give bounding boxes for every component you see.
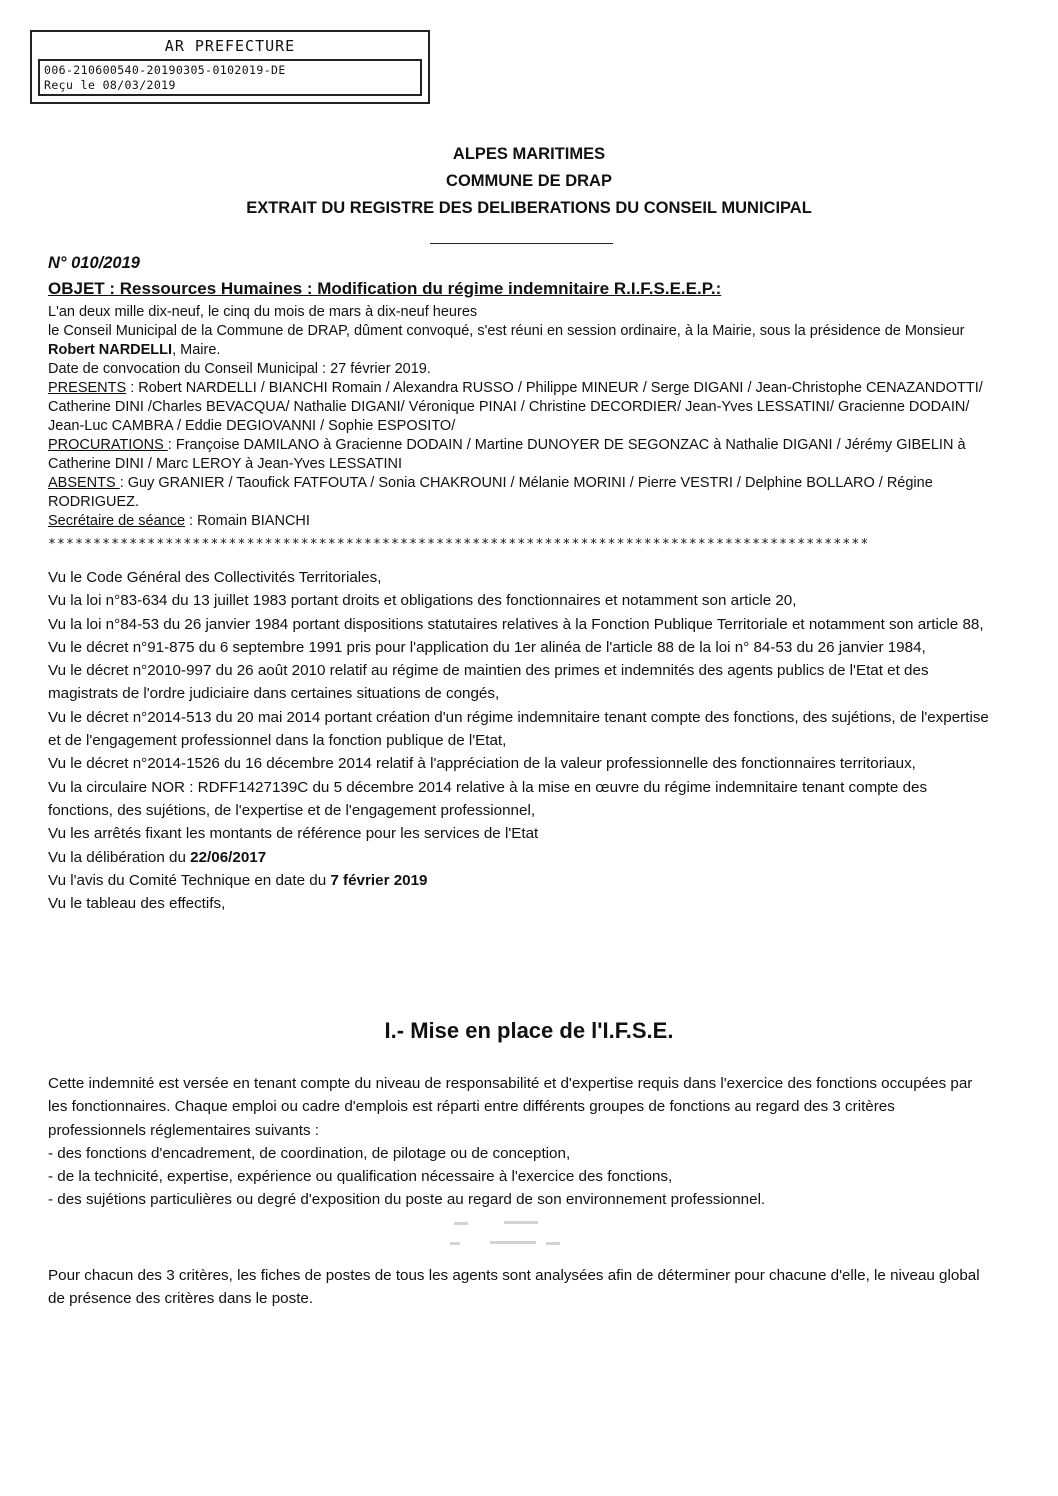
prefecture-stamp xyxy=(30,30,430,104)
section-intro-text: Cette indemnité est versée en tenant compte du niveau de responsabilité et d'expertise requis dans l'exercice des fonctions occupées par les fonctionnaires. Chaque emploi ou cadre d'emplois est réparti entre différents groupes de fonctions au regard des 3 critères professionnels réglementaires suivants : xyxy=(48,1075,973,1139)
visa-item: Vu la loi n°83-634 du 13 juillet 1983 portant droits et obligations des fonctionnaires et notamment son article 20, xyxy=(48,592,797,610)
absents-label: ABSENTS xyxy=(48,475,120,491)
convocation-date: Date de convocation du Conseil Municipal : 27 février 2019. xyxy=(48,361,431,377)
stamp-received-date: Reçu le 08/03/2019 xyxy=(44,78,176,92)
visa-item: Vu le tableau des effectifs, xyxy=(48,895,226,913)
visa-item: Vu le décret n°91-875 du 6 septembre 1991 pris pour l'application du 1er alinéa de l'article 88 de la loi n° 84-53 du 26 janvier 1984, xyxy=(48,638,926,656)
secretary-label: Secrétaire de séance xyxy=(48,513,186,529)
visa-comite: Vu l'avis du Comité Technique en date du 7 février 2019 xyxy=(48,871,428,889)
visa-deliberation-date: 22/06/2017 xyxy=(190,848,267,866)
criteria-item: - des fonctions d'encadrement, de coordination, de pilotage ou de conception, xyxy=(48,1144,571,1162)
visa-item: Vu la loi n°84-53 du 26 janvier 1984 portant dispositions statutaires relatives à la Fonction Publique Territoriale et notamment son article 88, xyxy=(48,615,984,633)
visa-deliberation: Vu la délibération du 22/06/2017 xyxy=(48,848,267,866)
procurations-list: PROCURATIONS : Françoise DAMILANO à Gracienne DODAIN / Martine DUNOYER DE SEGONZAC à Nathalie DIGANI / Jérémy GIBELIN à Catherine DINI / Marc LEROY à Jean-Yves LESSATINI xyxy=(48,437,966,472)
presents-list: PRESENTS : Robert NARDELLI / BIANCHI Romain / Alexandra RUSSO / Philippe MINEUR / Serge DIGANI / Jean-Christophe CENAZANDOTTI/ Catherine DINI /Charles BEVACQUA/ Nathalie DIGANI/ Véronique PINAI / Christine DECORDIER/ Jean-Yves LESSATINI/ Gracienne DODAIN/ Jean-Luc CAMBRA / Eddie DEGIOVANNI / Sophie ESPOSITO/ xyxy=(48,380,983,434)
session-description: le Conseil Municipal de la Commune de DRAP, dûment convoqué, s'est réuni en session ordinaire, à la Mairie, sous la présidence de Monsieur Robert NARDELLI, Maire. xyxy=(48,323,965,358)
session-intro xyxy=(48,303,994,531)
faint-stamp-mark xyxy=(446,1218,576,1252)
visa-item: Vu le décret n°2014-513 du 20 mai 2014 portant création d'un régime indemnitaire tenant compte des fonctions, des sujétions, de l'expertise et de l'engagement professionnel dans la fonction publique de l'Etat, xyxy=(48,708,989,750)
procurations-label: PROCURATIONS xyxy=(48,437,168,453)
visa-item: Vu les arrêtés fixant les montants de référence pour les services de l'Etat xyxy=(48,825,539,843)
visas-list xyxy=(48,566,994,915)
visa-item: Vu le Code Général des Collectivités Territoriales, xyxy=(48,569,382,586)
header-commune: COMMUNE DE DRAP xyxy=(446,172,612,190)
stamp-title: AR PREFECTURE xyxy=(164,37,296,55)
absents-list: ABSENTS : Guy GRANIER / Taoufick FATFOUTA / Sonia CHAKROUNI / Mélanie MORINI / Pierre VESTRI / Delphine BOLLARO / Régine RODRIGUEZ. xyxy=(48,475,933,510)
header-register-title: EXTRAIT DU REGISTRE DES DELIBERATIONS DU CONSEIL MUNICIPAL xyxy=(246,199,812,217)
deliberation-object: OBJET : Ressources Humaines : Modification du régime indemnitaire R.I.F.S.E.E.P.: xyxy=(48,279,722,298)
closing-paragraph xyxy=(48,1264,994,1311)
separator-stars: ******************************************************************************************* xyxy=(48,537,870,552)
stamp-details xyxy=(38,59,422,96)
header-department: ALPES MARITIMES xyxy=(452,145,606,163)
section-paragraph xyxy=(48,1072,994,1212)
visa-comite-date: 7 février 2019 xyxy=(330,871,428,889)
secretary: Secrétaire de séance : Romain BIANCHI xyxy=(48,513,310,529)
visa-item: Vu la circulaire NOR : RDFF1427139C du 5 décembre 2014 relative à la mise en œuvre du régime indemnitaire tenant compte des fonctions, des sujétions, de l'expertise et de l'engagement professionnel, xyxy=(48,778,928,819)
visa-item: Vu le décret n°2010-997 du 26 août 2010 relatif au régime de maintien des primes et indemnités des agents publics de l'Etat et des magistrats de l'ordre judiciaire dans certaines situations de congés, xyxy=(48,662,929,703)
header-divider xyxy=(430,243,613,244)
session-date: L'an deux mille dix-neuf, le cinq du mois de mars à dix-neuf heures xyxy=(48,304,478,320)
criteria-item: - de la technicité, expertise, expérience ou qualification nécessaire à l'exercice des fonctions, xyxy=(48,1168,673,1186)
section-title: I.- Mise en place de l'I.F.S.E. xyxy=(384,1018,674,1043)
presents-label: PRESENTS xyxy=(48,380,127,396)
visa-item: Vu le décret n°2014-1526 du 16 décembre 2014 relatif à l'appréciation de la valeur professionnelle des fonctionnaires territoriaux, xyxy=(48,755,916,773)
deliberation-number: N° 010/2019 xyxy=(48,254,140,272)
president-name: Robert NARDELLI xyxy=(48,342,173,358)
stamp-reference: 006-210600540-20190305-0102019-DE xyxy=(44,63,286,77)
criteria-item: - des sujétions particulières ou degré d'exposition du poste au regard de son environnement professionnel. xyxy=(48,1191,766,1209)
closing-text: Pour chacun des 3 critères, les fiches de postes de tous les agents sont analysées afin de déterminer pour chacune d'elle, le niveau global de présence des critères dans le poste. xyxy=(48,1267,980,1308)
